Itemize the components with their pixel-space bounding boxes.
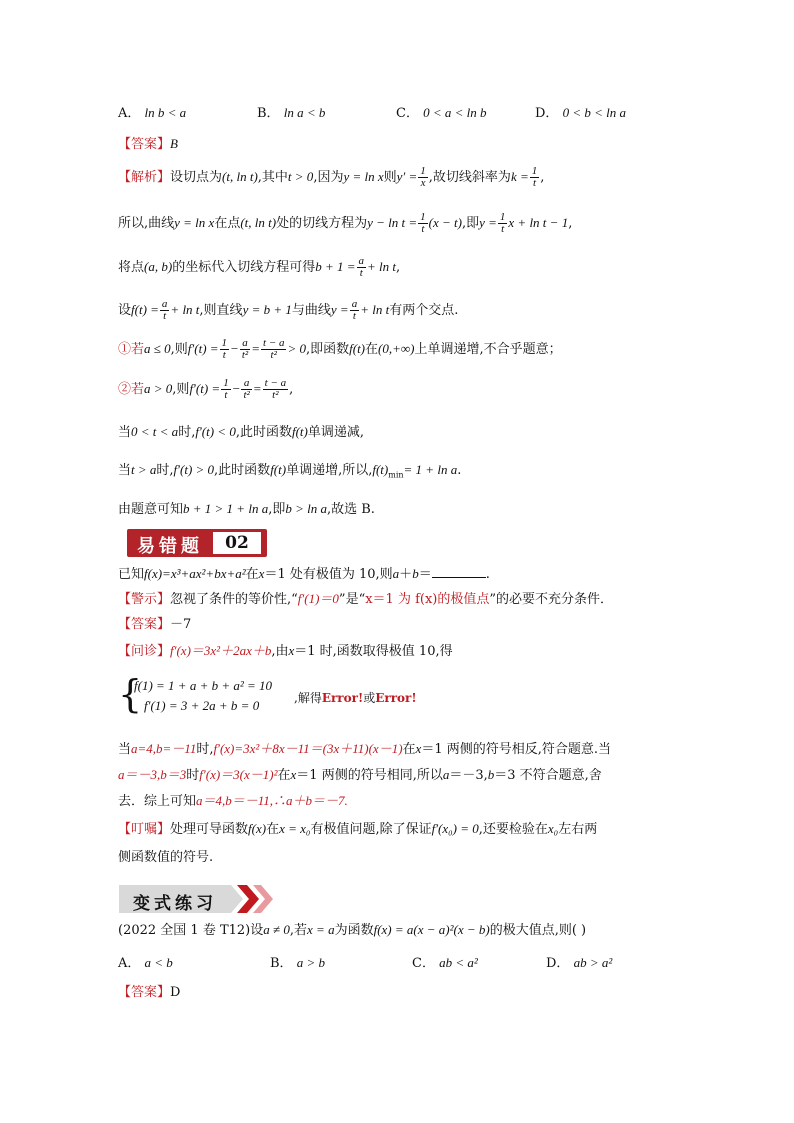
q3-answer: 【答案】D bbox=[118, 985, 181, 1000]
q1-analysis-line-6: ②若a > 0,则f′(t) = $\frac{1}{t}$ − $\frac{a}{\text{t²}}$ = $\frac{t - a}{\text{t²}}$ , bbox=[118, 377, 294, 401]
equation-system: { f(1) = 1 + a + b + a² = 10 f′(1) = 3 + 2a + b = 0 ,解得Error!或Error! bbox=[118, 672, 417, 716]
q1-analysis-line-7: 当0 < t < a时,f′(t) < 0,此时函数f(t)单调递减, bbox=[118, 424, 364, 440]
q2-reminder: 【叮嘱】处理可导函数f(x)在x = x₀有极值问题,除了保证f′(x₀) = 0,还要检验在x₀左右两 bbox=[118, 821, 598, 837]
q2-stem: 已知f(x)=x³+ax²+bx+a²在x＝1 处有极值为 10,则a＋b＝ . bbox=[118, 566, 490, 582]
fraction: $\frac{1}{x}$ bbox=[420, 165, 426, 189]
fraction: $\frac{a}{t}$ bbox=[358, 255, 364, 279]
section-title: 变式练习 bbox=[133, 894, 217, 914]
q1-option-c: C． 0 < a < ln b bbox=[396, 105, 487, 121]
q2-paragraph-1: 当a=4,b=－11时,f′(x)=3x²＋8x－11＝(3x＋11)(x－1)在x＝1 两侧的符号相反,符合题意.当 bbox=[118, 741, 611, 757]
fraction: $\frac{1}{t}$ bbox=[221, 337, 228, 361]
answer-blank bbox=[432, 565, 486, 578]
q1-option-d: D． 0 < b < ln a bbox=[535, 105, 626, 121]
q1-analysis-line-2: 所以,曲线y = ln x在点(t, ln t)处的切线方程为y − ln t = $\frac{1}{t}$ (x − t),即y = $\frac{1}{t}$ x + ln t − 1, bbox=[118, 211, 573, 235]
fraction: $\frac{a}{\text{t²}}$ bbox=[243, 377, 250, 401]
q1-analysis-line-1: 【解析】设切点为(t, ln t),其中t > 0,因为y = ln x则y′ = $\frac{1}{x}$ ,故切线斜率为k = $\frac{1}{t}$ , bbox=[118, 165, 545, 189]
q1-option-a: A． ln b < a bbox=[118, 105, 187, 121]
fraction: $\frac{t - a}{\text{t²}}$ bbox=[262, 337, 285, 361]
q1-answer: 【答案】B bbox=[118, 136, 178, 152]
q2-paragraph-3: 去．综上可知a＝4,b＝－11,∴a＋b＝－7. bbox=[118, 793, 348, 809]
fraction: $\frac{a}{t}$ bbox=[161, 298, 168, 322]
section-banner-practice bbox=[119, 883, 275, 915]
q3-option-b: B． a > b bbox=[270, 955, 325, 971]
q2-answer: 【答案】－7 bbox=[118, 617, 192, 632]
fraction: $\frac{a}{t}$ bbox=[351, 298, 358, 322]
q3-options bbox=[118, 954, 678, 972]
q1-options bbox=[118, 104, 678, 122]
section-number: 02 bbox=[213, 532, 261, 554]
fraction: $\frac{1}{t}$ bbox=[499, 211, 506, 235]
q1-option-b: B． ln a < b bbox=[257, 105, 326, 121]
section-title: 易错题 bbox=[137, 536, 203, 557]
section-banner-mistakes bbox=[127, 529, 267, 557]
fraction: $\frac{1}{t}$ bbox=[531, 165, 538, 189]
q1-analysis-line-3: 将点(a, b)的坐标代入切线方程可得b + 1 = $\frac{a}{t}$ + ln t, bbox=[118, 255, 401, 279]
q2-diagnosis: 【问诊】f′(x)＝3x²＋2ax＋b,由x＝1 时,函数取得极值 10,得 bbox=[118, 643, 453, 659]
q3-option-a: A． a < b bbox=[118, 955, 173, 971]
q2-reminder-cont: 侧函数值的符号. bbox=[118, 850, 214, 865]
fraction: $\frac{a}{\text{t²}}$ bbox=[241, 337, 249, 361]
q1-analysis-line-4: 设f(t) = $\frac{a}{t}$ + ln t,则直线y = b + 1与曲线y = $\frac{a}{t}$ + ln t有两个交点. bbox=[118, 298, 459, 322]
q1-analysis-line-9: 由题意可知b + 1 > 1 + ln a,即b > ln a,故选 B. bbox=[118, 501, 375, 517]
q3-stem: (2022 全国 1 卷 T12)设a ≠ 0,若x = a为函数f(x) = a(x − a)²(x − b)的极大值点,则( ) bbox=[118, 922, 587, 938]
q1-analysis-line-5: ①若a ≤ 0,则f′(t) = $\frac{1}{t}$ − $\frac{a}{\text{t²}}$ = $\frac{t - a}{\text{t²}}$ > 0,即函数f(t)在(0,+∞)上单调递增,不合乎题意； bbox=[118, 337, 562, 361]
q3-option-d: D． ab > a² bbox=[546, 955, 613, 971]
q3-option-c: C． ab < a² bbox=[412, 955, 478, 971]
q2-paragraph-2: a＝－3,b＝3时f′(x)＝3(x－1)²在x＝1 两侧的符号相同,所以a＝－3,b＝3 不符合题意,舍 bbox=[118, 767, 602, 783]
q1-analysis-line-8: 当t > a时,f′(t) > 0,此时函数f(t)单调递增,所以$,f(t)_{min}= 1 + \ln a$. bbox=[118, 462, 462, 480]
fraction: $\frac{t - a}{\text{t²}}$ bbox=[264, 377, 287, 401]
q2-warning: 【警示】忽视了条件的等价性,“f′(1)＝0”是“x＝1 为 f(x)的极值点”的必要不充分条件． bbox=[118, 591, 614, 607]
fraction: $\frac{1}{t}$ bbox=[420, 211, 426, 235]
brace-icon: { bbox=[118, 672, 143, 716]
fraction: $\frac{1}{t}$ bbox=[223, 377, 229, 401]
